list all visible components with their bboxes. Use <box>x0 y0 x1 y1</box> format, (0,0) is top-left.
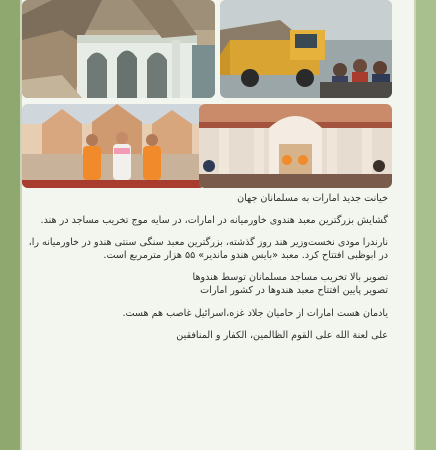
chat-background-left <box>0 0 20 450</box>
message-text <box>26 193 388 353</box>
temple-interior-photo[interactable] <box>199 104 392 188</box>
mosque-demolition-photo[interactable] <box>22 0 215 98</box>
message-headline: خیانت جدید امارات به مسلمانان جهان <box>237 193 388 204</box>
message-paragraph: گشایش بزرگترین معبد هندوی خاورمیانه در امارات، در سایه موج تخریب مساجد در هند. <box>40 214 388 226</box>
temple-inauguration-monks-photo[interactable] <box>22 104 205 188</box>
message-paragraph: یادمان هست امارات از حامیان جلاد غزه،اسرائیل غاصب هم هست. <box>122 307 388 319</box>
message-paragraph: تصویر بالا تخریب مساجد مسلمانان توسط هندوها تصویر پایین افتتاح معبد هندوها در کشور امارات <box>192 272 388 296</box>
chat-background-right <box>416 0 436 450</box>
bulldozer-crowd-photo[interactable] <box>220 0 392 98</box>
message-paragraph: نارندرا مودی نخست‌وزیر هند روز گذشته، بزرگترین معبد سنگی سنتی هندو در خاورمیانه را، در ابوظبی افتتاح کرد. معبد «بایس هندو ماندیر» ۵۵ هزار مترمربع است. <box>28 237 388 261</box>
message-paragraph: علی لعنة الله علی القوم الظالمین، الکفار و المنافقین <box>176 330 388 342</box>
bubble-edge-right <box>414 0 416 450</box>
